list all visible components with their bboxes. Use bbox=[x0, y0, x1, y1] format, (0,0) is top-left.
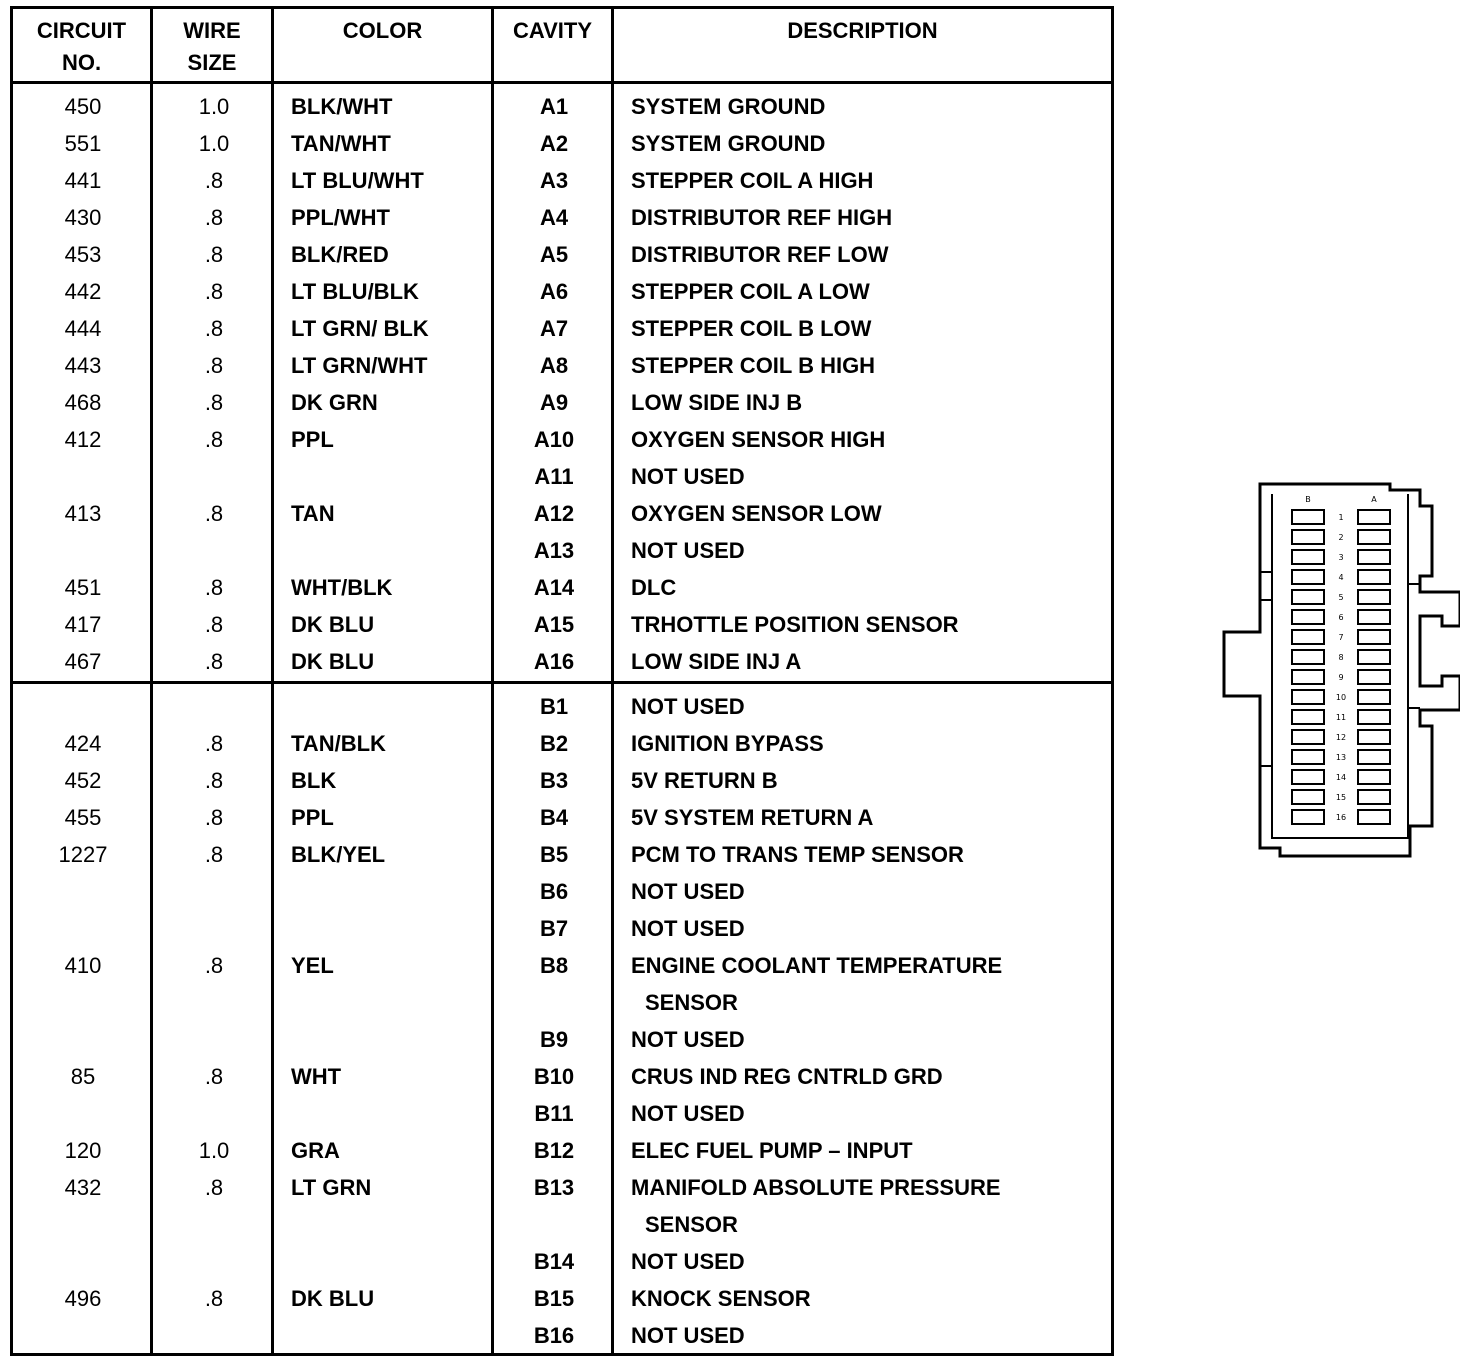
pin-number-label: 2 bbox=[1338, 533, 1344, 542]
connector-row-a-label: A bbox=[1371, 495, 1377, 504]
description-cell: NOT USED bbox=[631, 916, 745, 941]
table-row bbox=[13, 199, 1111, 236]
pin-cavity-b bbox=[1292, 750, 1324, 764]
description-cell-continuation: SENSOR bbox=[645, 1212, 738, 1237]
description-cell: STEPPER COIL A LOW bbox=[631, 279, 870, 304]
description-cell: ENGINE COOLANT TEMPERATURE bbox=[631, 953, 1003, 978]
pin-number-label: 4 bbox=[1338, 573, 1344, 582]
description-cell: NOT USED bbox=[631, 1249, 745, 1274]
wire-size-cell: .8 bbox=[204, 501, 224, 526]
color-cell: GRA bbox=[291, 1138, 340, 1163]
table-row bbox=[13, 1317, 1111, 1354]
table-row bbox=[13, 1021, 1111, 1058]
table-row bbox=[13, 458, 1111, 495]
circuit-cell: 452 bbox=[64, 768, 102, 793]
pin-cavity-a bbox=[1358, 530, 1390, 544]
description-cell: ELEC FUEL PUMP – INPUT bbox=[631, 1138, 913, 1163]
pin-cavity-b bbox=[1292, 770, 1324, 784]
table-row bbox=[13, 1280, 1111, 1317]
cavity-cell: A16 bbox=[533, 649, 575, 674]
table-row bbox=[13, 1058, 1111, 1095]
wire-size-cell: .8 bbox=[204, 768, 224, 793]
circuit-cell: 455 bbox=[64, 805, 102, 830]
wire-size-cell: .8 bbox=[204, 279, 224, 304]
description-cell: STEPPER COIL B HIGH bbox=[631, 353, 876, 378]
pin-cavity-b bbox=[1292, 790, 1324, 804]
pin-cavity-a bbox=[1358, 750, 1390, 764]
circuit-cell bbox=[13, 910, 153, 947]
color-cell: DK BLU bbox=[291, 649, 375, 674]
color-cell bbox=[291, 688, 491, 725]
pin-number-label: 5 bbox=[1338, 593, 1344, 602]
wire-size-cell bbox=[153, 873, 275, 910]
wire-size-cell: .8 bbox=[204, 953, 224, 978]
pin-number-label: 11 bbox=[1335, 713, 1347, 722]
circuit-cell bbox=[13, 458, 153, 495]
wire-size-cell: 1.0 bbox=[198, 1138, 230, 1163]
circuit-cell: 412 bbox=[64, 427, 102, 452]
circuit-cell: 424 bbox=[64, 731, 102, 756]
circuit-cell: 120 bbox=[64, 1138, 102, 1163]
cavity-cell: B1 bbox=[539, 694, 569, 719]
description-cell: NOT USED bbox=[631, 1027, 745, 1052]
color-cell: LT GRN/ BLK bbox=[291, 316, 429, 341]
color-cell bbox=[291, 1317, 491, 1354]
color-cell: TAN/BLK bbox=[291, 731, 386, 756]
circuit-cell: 410 bbox=[64, 953, 102, 978]
description-cell: SYSTEM GROUND bbox=[631, 131, 826, 156]
table-row bbox=[13, 162, 1111, 199]
description-cell: PCM TO TRANS TEMP SENSOR bbox=[631, 842, 964, 867]
pin-number-label: 14 bbox=[1335, 773, 1347, 782]
description-cell: DISTRIBUTOR REF LOW bbox=[631, 242, 889, 267]
pin-cavity-a bbox=[1358, 770, 1390, 784]
table-row bbox=[13, 762, 1111, 799]
pin-cavity-a bbox=[1358, 650, 1390, 664]
cavity-cell: A4 bbox=[539, 205, 569, 230]
table-row bbox=[13, 569, 1111, 606]
table-row bbox=[13, 495, 1111, 532]
wire-size-cell: .8 bbox=[204, 427, 224, 452]
pin-cavity-a bbox=[1358, 690, 1390, 704]
pin-cavity-b bbox=[1292, 670, 1324, 684]
wire-size-cell: .8 bbox=[204, 1064, 224, 1089]
circuit-cell: 467 bbox=[64, 649, 102, 674]
circuit-cell: 444 bbox=[64, 316, 102, 341]
pin-number-label: 1 bbox=[1338, 513, 1344, 522]
wire-size-cell bbox=[153, 688, 275, 725]
description-cell: CRUS IND REG CNTRLD GRD bbox=[631, 1064, 943, 1089]
color-cell bbox=[291, 910, 491, 947]
circuit-cell: 1227 bbox=[58, 842, 108, 867]
wire-size-cell bbox=[153, 910, 275, 947]
pin-cavity-b bbox=[1292, 610, 1324, 624]
circuit-cell: 468 bbox=[64, 390, 102, 415]
table-row bbox=[13, 1132, 1111, 1169]
color-cell: PPL bbox=[291, 805, 334, 830]
color-cell bbox=[291, 1243, 491, 1280]
pin-number-label: 12 bbox=[1335, 733, 1347, 742]
description-cell: KNOCK SENSOR bbox=[631, 1286, 811, 1311]
table-row bbox=[13, 310, 1111, 347]
cavity-cell: A12 bbox=[533, 501, 575, 526]
cavity-cell: A2 bbox=[539, 131, 569, 156]
wire-size-cell: .8 bbox=[204, 1286, 224, 1311]
circuit-cell: 441 bbox=[64, 168, 102, 193]
description-cell: SYSTEM GROUND bbox=[631, 94, 826, 119]
description-cell: NOT USED bbox=[631, 1101, 745, 1126]
cavity-cell: A13 bbox=[533, 538, 575, 563]
description-cell: STEPPER COIL A HIGH bbox=[631, 168, 874, 193]
wire-size-cell: 1.0 bbox=[198, 94, 230, 119]
color-cell: PPL bbox=[291, 427, 334, 452]
color-cell: LT BLU/WHT bbox=[291, 168, 424, 193]
circuit-cell: 451 bbox=[64, 575, 102, 600]
pin-cavity-b bbox=[1292, 810, 1324, 824]
wire-size-cell: .8 bbox=[204, 731, 224, 756]
cavity-cell: B12 bbox=[533, 1138, 575, 1163]
wire-size-cell: .8 bbox=[204, 575, 224, 600]
pin-cavity-a bbox=[1358, 790, 1390, 804]
description-cell: NOT USED bbox=[631, 694, 745, 719]
table-row bbox=[13, 799, 1111, 836]
table-row bbox=[13, 421, 1111, 458]
cavity-cell: B5 bbox=[539, 842, 569, 867]
pin-number-label: 10 bbox=[1335, 693, 1347, 702]
circuit-cell bbox=[13, 688, 153, 725]
pin-cavity-a bbox=[1358, 670, 1390, 684]
cavity-cell: B9 bbox=[539, 1027, 569, 1052]
cavity-cell: B14 bbox=[533, 1249, 575, 1274]
pin-number-label: 8 bbox=[1338, 653, 1344, 662]
cavity-cell: B4 bbox=[539, 805, 569, 830]
pin-number-label: 13 bbox=[1335, 753, 1347, 762]
table-row bbox=[13, 910, 1111, 947]
wire-size-cell: 1.0 bbox=[198, 131, 230, 156]
pin-cavity-b bbox=[1292, 630, 1324, 644]
pin-cavity-b bbox=[1292, 550, 1324, 564]
pin-cavity-b bbox=[1292, 690, 1324, 704]
circuit-cell: 453 bbox=[64, 242, 102, 267]
circuit-cell: 85 bbox=[70, 1064, 96, 1089]
pin-number-label: 3 bbox=[1338, 553, 1344, 562]
cavity-cell: A9 bbox=[539, 390, 569, 415]
wire-size-cell: .8 bbox=[204, 168, 224, 193]
color-cell: DK BLU bbox=[291, 612, 375, 637]
table-row bbox=[13, 873, 1111, 910]
cavity-cell: B6 bbox=[539, 879, 569, 904]
cavity-cell: B2 bbox=[539, 731, 569, 756]
table-row bbox=[13, 236, 1111, 273]
pin-cavity-b bbox=[1292, 570, 1324, 584]
cavity-cell: B10 bbox=[533, 1064, 575, 1089]
circuit-cell: 443 bbox=[64, 353, 102, 378]
connector-row-b-label: B bbox=[1305, 495, 1311, 504]
circuit-cell: 432 bbox=[64, 1175, 102, 1200]
color-cell: WHT bbox=[291, 1064, 342, 1089]
wire-size-cell: .8 bbox=[204, 390, 224, 415]
color-cell: BLK/YEL bbox=[291, 842, 386, 867]
cavity-cell: A10 bbox=[533, 427, 575, 452]
color-cell: LT BLU/BLK bbox=[291, 279, 419, 304]
table-row bbox=[13, 347, 1111, 384]
table-row bbox=[13, 88, 1111, 125]
header-description: DESCRIPTION bbox=[787, 18, 938, 43]
table-row bbox=[13, 273, 1111, 310]
table-row bbox=[13, 643, 1111, 680]
description-cell: DLC bbox=[631, 575, 677, 600]
color-cell: BLK bbox=[291, 768, 337, 793]
cavity-cell: A6 bbox=[539, 279, 569, 304]
wire-size-cell bbox=[153, 1095, 275, 1132]
cavity-cell: B11 bbox=[534, 1101, 574, 1126]
wire-size-cell bbox=[153, 1243, 275, 1280]
table-row bbox=[13, 836, 1111, 873]
description-cell: 5V RETURN B bbox=[631, 768, 778, 793]
cavity-cell: A15 bbox=[533, 612, 575, 637]
description-cell: TRHOTTLE POSITION SENSOR bbox=[631, 612, 959, 637]
circuit-cell: 430 bbox=[64, 205, 102, 230]
circuit-cell: 551 bbox=[64, 131, 102, 156]
color-cell bbox=[291, 458, 491, 495]
circuit-cell: 417 bbox=[64, 612, 102, 637]
circuit-cell: 450 bbox=[64, 94, 102, 119]
pin-cavity-b bbox=[1292, 590, 1324, 604]
pinout-table bbox=[10, 6, 1114, 1356]
color-cell bbox=[291, 1095, 491, 1132]
header-color: COLOR bbox=[342, 18, 423, 43]
pin-cavity-b bbox=[1292, 710, 1324, 724]
pin-cavity-a bbox=[1358, 570, 1390, 584]
pin-number-label: 6 bbox=[1338, 613, 1344, 622]
color-cell: YEL bbox=[291, 953, 334, 978]
circuit-cell bbox=[13, 873, 153, 910]
pin-number-label: 7 bbox=[1338, 633, 1344, 642]
wire-size-cell bbox=[153, 458, 275, 495]
table-row bbox=[13, 1095, 1111, 1132]
wire-size-cell bbox=[153, 532, 275, 569]
wire-size-cell: .8 bbox=[204, 242, 224, 267]
pin-cavity-a bbox=[1358, 630, 1390, 644]
cavity-cell: A5 bbox=[539, 242, 569, 267]
color-cell: TAN/WHT bbox=[291, 131, 391, 156]
wire-size-cell bbox=[153, 1021, 275, 1058]
color-cell: DK GRN bbox=[291, 390, 378, 415]
color-cell: WHT/BLK bbox=[291, 575, 393, 600]
description-cell: MANIFOLD ABSOLUTE PRESSURE bbox=[631, 1175, 1001, 1200]
table-row-continuation bbox=[13, 1206, 1111, 1243]
color-cell bbox=[291, 873, 491, 910]
cavity-cell: A7 bbox=[539, 316, 569, 341]
circuit-cell: 442 bbox=[64, 279, 102, 304]
wire-size-cell: .8 bbox=[204, 353, 224, 378]
pin-cavity-a bbox=[1358, 730, 1390, 744]
pin-number-label: 15 bbox=[1335, 793, 1347, 802]
description-cell: LOW SIDE INJ B bbox=[631, 390, 803, 415]
circuit-cell bbox=[13, 1317, 153, 1354]
pin-cavity-a bbox=[1358, 810, 1390, 824]
cavity-cell: B7 bbox=[539, 916, 569, 941]
circuit-cell bbox=[13, 532, 153, 569]
description-cell: DISTRIBUTOR REF HIGH bbox=[631, 205, 893, 230]
wire-size-cell bbox=[153, 1317, 275, 1354]
description-cell: 5V SYSTEM RETURN A bbox=[631, 805, 874, 830]
cavity-cell: A1 bbox=[539, 94, 569, 119]
connector-pins bbox=[1292, 510, 1390, 824]
description-cell: NOT USED bbox=[631, 1323, 745, 1348]
wire-size-cell: .8 bbox=[204, 612, 224, 637]
section-divider bbox=[13, 681, 1111, 684]
header-circuit-no-text: CIRCUIT NO. bbox=[36, 18, 127, 75]
circuit-cell bbox=[13, 1243, 153, 1280]
circuit-cell: 413 bbox=[64, 501, 102, 526]
description-cell: LOW SIDE INJ A bbox=[631, 649, 802, 674]
cavity-cell: B13 bbox=[533, 1175, 575, 1200]
table-row bbox=[13, 384, 1111, 421]
cavity-cell: B16 bbox=[533, 1323, 575, 1348]
pin-cavity-b bbox=[1292, 510, 1324, 524]
description-cell: OXYGEN SENSOR LOW bbox=[631, 501, 882, 526]
cavity-cell: A14 bbox=[533, 575, 575, 600]
cavity-cell: A11 bbox=[534, 464, 574, 489]
description-cell-continuation: SENSOR bbox=[645, 990, 738, 1015]
pin-cavity-b bbox=[1292, 730, 1324, 744]
connector-diagram bbox=[1220, 476, 1460, 866]
cavity-cell: B8 bbox=[539, 953, 569, 978]
circuit-cell: 496 bbox=[64, 1286, 102, 1311]
description-cell: NOT USED bbox=[631, 538, 745, 563]
color-cell: BLK/WHT bbox=[291, 94, 393, 119]
pin-number-label: 16 bbox=[1335, 813, 1347, 822]
color-cell: DK BLU bbox=[291, 1286, 375, 1311]
pin-cavity-a bbox=[1358, 610, 1390, 624]
cavity-cell: A3 bbox=[539, 168, 569, 193]
table-row bbox=[13, 125, 1111, 162]
color-cell bbox=[291, 1021, 491, 1058]
color-cell: LT GRN/WHT bbox=[291, 353, 428, 378]
pin-cavity-a bbox=[1358, 590, 1390, 604]
table-row bbox=[13, 1169, 1111, 1206]
pin-cavity-b bbox=[1292, 530, 1324, 544]
pin-cavity-a bbox=[1358, 550, 1390, 564]
header-wire-size-text: WIRE SIZE bbox=[183, 18, 241, 75]
wire-size-cell: .8 bbox=[204, 1175, 224, 1200]
cavity-cell: B15 bbox=[533, 1286, 575, 1311]
pin-number-label: 9 bbox=[1338, 673, 1344, 682]
description-cell: IGNITION BYPASS bbox=[631, 731, 824, 756]
header-wire-size bbox=[153, 9, 271, 83]
table-row bbox=[13, 947, 1111, 984]
color-cell bbox=[291, 532, 491, 569]
circuit-cell bbox=[13, 1095, 153, 1132]
pin-cavity-b bbox=[1292, 650, 1324, 664]
color-cell: TAN bbox=[291, 501, 335, 526]
table-row bbox=[13, 1243, 1111, 1280]
description-cell: NOT USED bbox=[631, 464, 745, 489]
wire-size-cell: .8 bbox=[204, 316, 224, 341]
wire-size-cell: .8 bbox=[204, 205, 224, 230]
wire-size-cell: .8 bbox=[204, 805, 224, 830]
header-cavity: CAVITY bbox=[512, 18, 593, 43]
pin-cavity-a bbox=[1358, 510, 1390, 524]
description-cell: STEPPER COIL B LOW bbox=[631, 316, 872, 341]
description-cell: NOT USED bbox=[631, 879, 745, 904]
pin-cavity-a bbox=[1358, 710, 1390, 724]
table-row bbox=[13, 725, 1111, 762]
table-row bbox=[13, 606, 1111, 643]
table-row bbox=[13, 688, 1111, 725]
color-cell: BLK/RED bbox=[291, 242, 389, 267]
cavity-cell: A8 bbox=[539, 353, 569, 378]
table-row-continuation bbox=[13, 984, 1111, 1021]
cavity-cell: B3 bbox=[539, 768, 569, 793]
header-circuit-no bbox=[13, 9, 150, 83]
wire-size-cell: .8 bbox=[204, 649, 224, 674]
color-cell: PPL/WHT bbox=[291, 205, 390, 230]
description-cell: OXYGEN SENSOR HIGH bbox=[631, 427, 886, 452]
color-cell: LT GRN bbox=[291, 1175, 372, 1200]
circuit-cell bbox=[13, 1021, 153, 1058]
table-row bbox=[13, 532, 1111, 569]
wire-size-cell: .8 bbox=[204, 842, 224, 867]
